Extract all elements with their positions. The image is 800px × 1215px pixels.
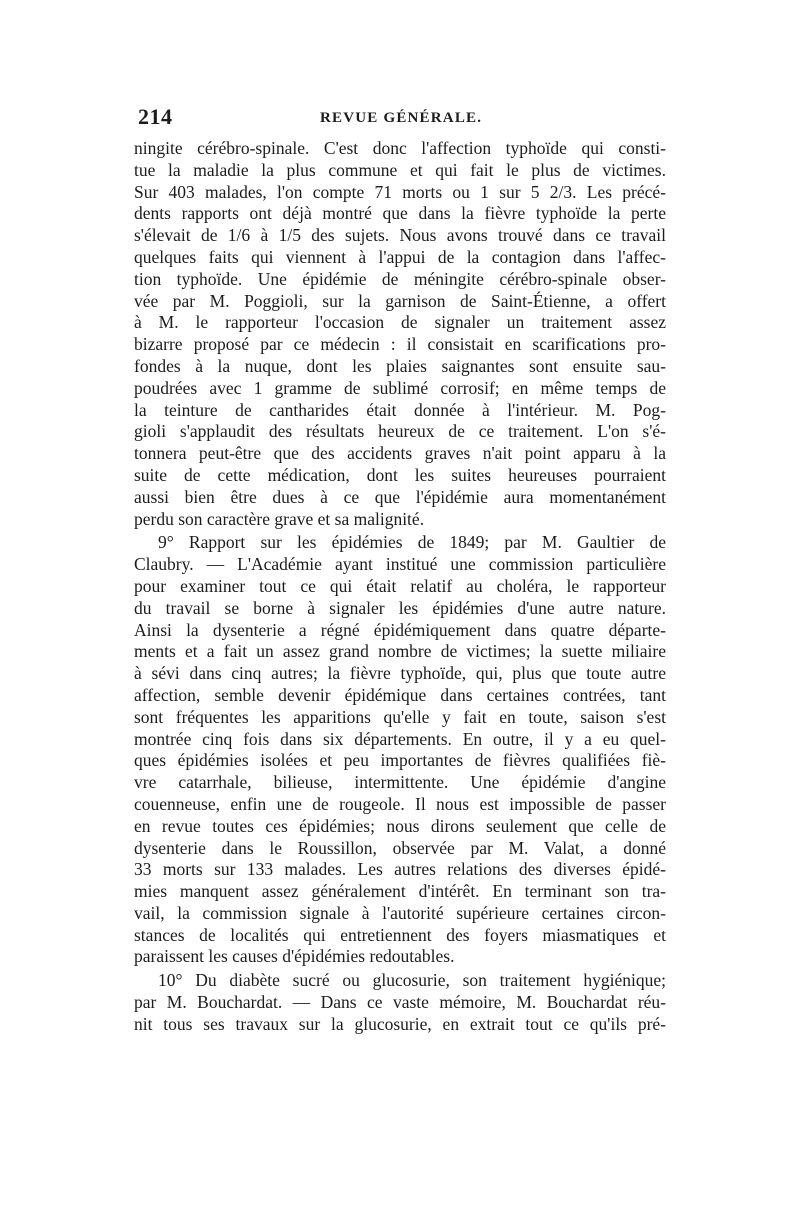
text-line: gioli s'applaudit des résultats heureux de ce traitement. L'on s'é-: [134, 421, 666, 442]
text-line: du travail se borne à signaler les épidémies d'une autre nature.: [134, 597, 666, 618]
page-number: 214: [138, 104, 173, 129]
running-title: REVUE GÉNÉRALE.: [320, 110, 483, 126]
text-line: tion typhoïde. Une épidémie de méningite cérébro-spinale obser-: [134, 268, 666, 289]
text-line: 33 morts sur 133 malades. Les autres relations des diverses épidé-: [134, 859, 666, 880]
text-line: suite de cette médication, dont les suites heureuses pourraient: [134, 464, 666, 485]
section-heading-line: 9° Rapport sur les épidémies de 1849; par M. Gaultier de: [158, 532, 666, 553]
text-line: vail, la commission signale à l'autorité supérieure certaines circon-: [134, 902, 666, 923]
text-line: tonnera peut-être que des accidents graves n'ait point apparu à la: [134, 443, 666, 464]
text-line: quelques faits qui viennent à l'appui de la contagion dans l'affec-: [134, 246, 666, 267]
text-line: bizarre proposé par ce médecin : il consistait en scarifications pro-: [134, 334, 666, 355]
text-line: sont fréquentes les apparitions qu'elle y fait en toute, saison s'est: [134, 706, 666, 727]
text-line: ningite cérébro-spinale. C'est donc l'affection typhoïde qui consti-: [134, 138, 666, 158]
text-line: couenneuse, enfin une de rougeole. Il nous est impossible de passer: [134, 793, 666, 814]
text-line: stances de localités qui entretiennent des foyers miasmatiques et: [134, 924, 666, 945]
text-line: poudrées avec 1 gramme de sublimé corrosif; en même temps de: [134, 377, 666, 398]
text-line: dents rapports ont déjà montré que dans la fièvre typhoïde la perte: [134, 203, 666, 224]
text-line: montrée cinq fois dans six départements. En outre, il y a eu quel-: [134, 728, 666, 749]
section-heading-line: 10° Du diabète sucré ou glucosurie, son traitement hygiénique;: [158, 970, 666, 991]
text-line: à M. le rapporteur l'occasion de signaler un traitement assez: [134, 312, 666, 333]
text-line: par M. Bouchardat. — Dans ce vaste mémoire, M. Bouchardat réu-: [134, 992, 666, 1013]
text-line: la teinture de cantharides était donnée à l'intérieur. M. Pog-: [134, 399, 666, 420]
text-line: vre catarrhale, bilieuse, intermittente. Une épidémie d'angine: [134, 772, 666, 793]
text-line: paraissent les causes d'épidémies redoutables.: [134, 946, 455, 967]
text-line: Claubry. — L'Académie ayant institué une commission particulière: [134, 554, 666, 575]
text-line: en revue toutes ces épidémies; nous dirons seulement que celle de: [134, 815, 666, 836]
text-line: nit tous ses travaux sur la glucosurie, en extrait tout ce qu'ils pré-: [134, 1013, 666, 1034]
body-text: [134, 138, 666, 1036]
text-line: à sévi dans cinq autres; la fièvre typhoïde, qui, plus que toute autre: [134, 663, 666, 684]
text-line: tue la maladie la plus commune et qui fait le plus de victimes.: [134, 159, 666, 180]
text-line: dysenterie dans le Roussillon, observée par M. Valat, a donné: [134, 837, 666, 858]
text-line: pour examiner tout ce qui était relatif au choléra, le rapporteur: [134, 575, 666, 596]
text-line: Ainsi la dysenterie a régné épidémiquement dans quatre départe-: [134, 619, 666, 640]
text-line: perdu son caractère grave et sa malignité.: [134, 508, 425, 529]
text-line: ments et a fait un assez grand nombre de victimes; la suette miliaire: [134, 641, 666, 662]
text-line: affection, semble devenir épidémique dans certaines contrées, tant: [134, 684, 666, 705]
text-line: aussi bien être dues à ce que l'épidémie aura momentanément: [134, 486, 666, 507]
running-header: [138, 104, 666, 134]
text-line: ques épidémies isolées et peu importantes de fièvres qualifiées fiè-: [134, 750, 666, 771]
text-line: mies manquent assez généralement d'intérêt. En terminant son tra-: [134, 881, 666, 902]
text-line: fondes à la nuque, dont les plaies saignantes sont ensuite sau-: [134, 355, 666, 376]
text-line: vée par M. Poggioli, sur la garnison de Saint-Étienne, a offert: [134, 290, 666, 311]
text-line: s'élevait de 1/6 à 1/5 des sujets. Nous avons trouvé dans ce travail: [134, 225, 666, 246]
text-line: Sur 403 malades, l'on compte 71 morts ou 1 sur 5 2/3. Les précé-: [134, 181, 666, 202]
